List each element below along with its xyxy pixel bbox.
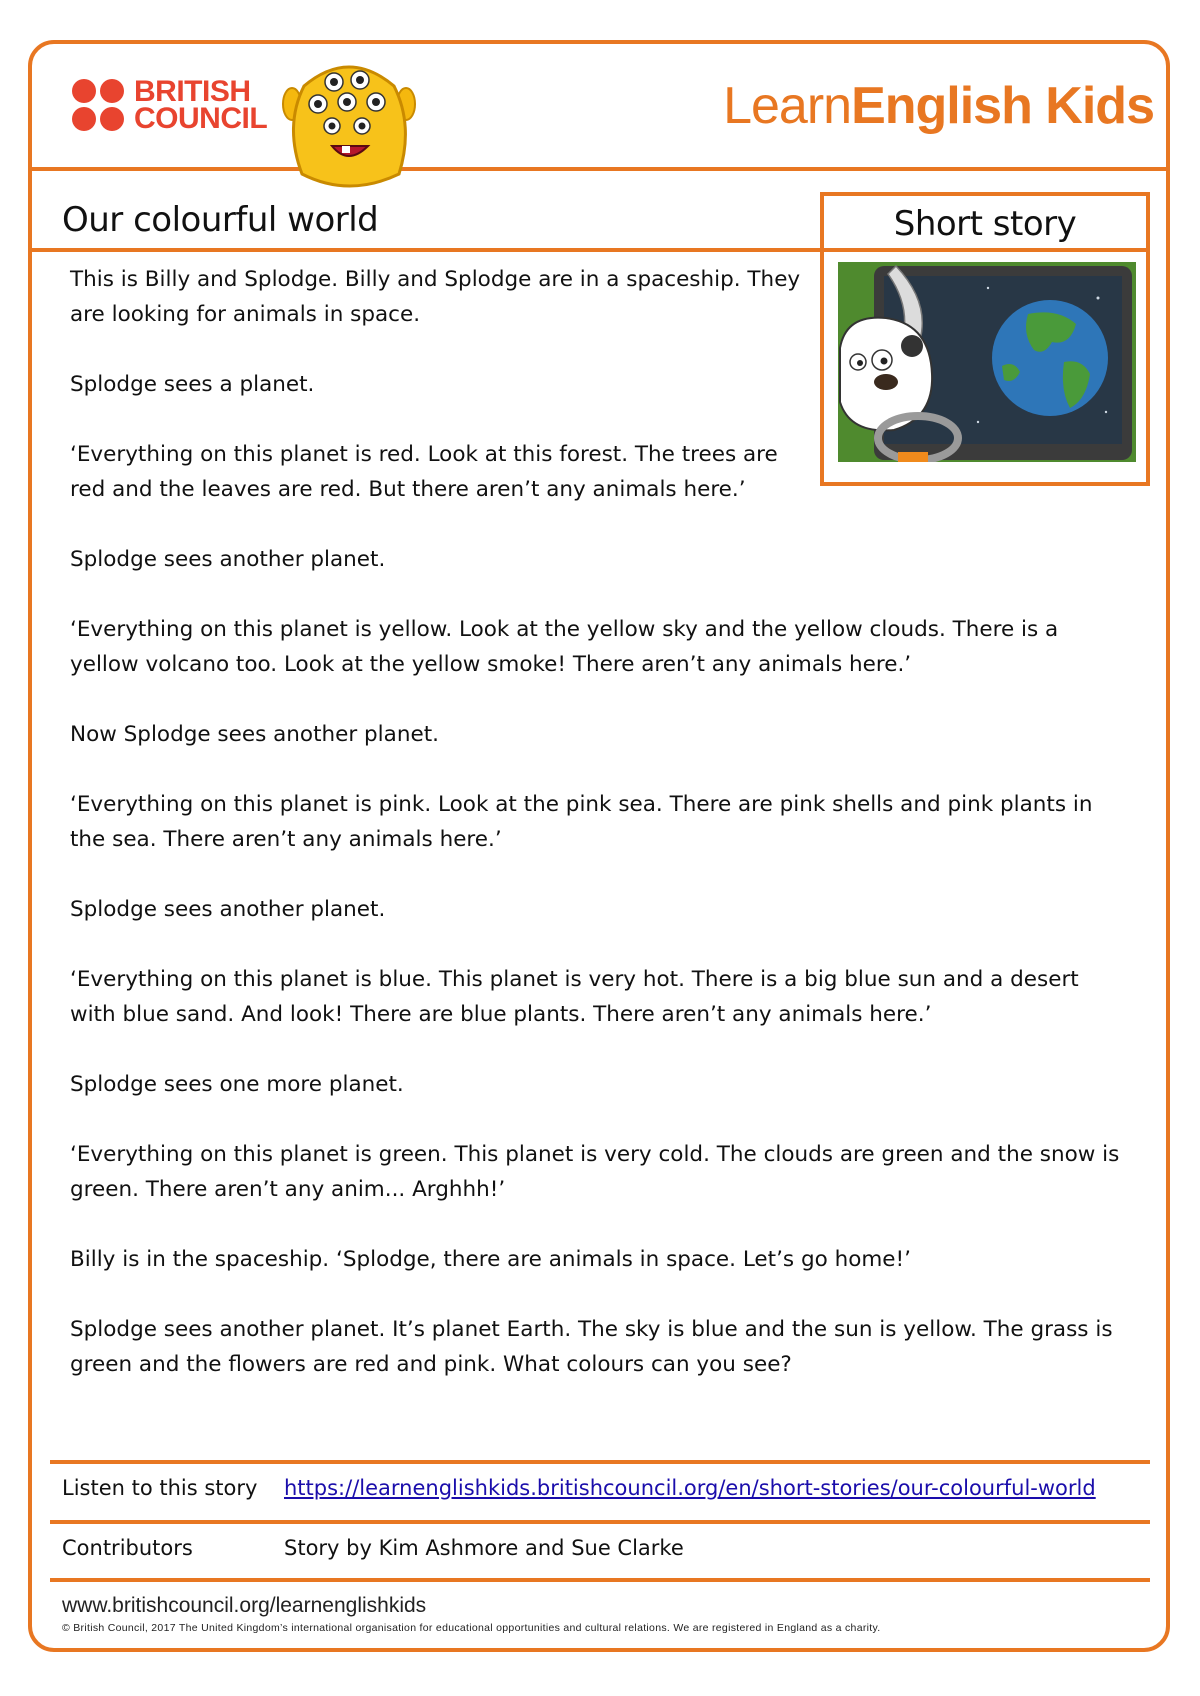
- category-label: Short story: [893, 204, 1077, 244]
- story-link[interactable]: https://learnenglishkids.britishcouncil.org/en/short-stories/our-colourful-world: [284, 1476, 1096, 1500]
- contributors-label: Contributors: [62, 1536, 193, 1560]
- story-paragraph: Splodge sees another planet.: [70, 897, 386, 922]
- footer-copyright: © British Council, 2017 The United Kingdom’s international organisation for educational opportunities and cultural relations. We are registered in England as a charity.: [62, 1622, 881, 1634]
- bc-logo-line1: BRITISH: [134, 75, 251, 108]
- page-title: Our colourful world: [62, 200, 379, 240]
- story-paragraph: Splodge sees a planet.: [70, 372, 315, 397]
- story-paragraph: Splodge sees another planet.: [70, 547, 386, 572]
- footer-divider-top: [50, 1460, 1150, 1464]
- story-paragraph: ‘Everything on this planet is red. Look at this forest. The trees are red and the leaves are red. But there aren’t any animals here.’: [70, 442, 778, 502]
- story-paragraph: ‘Everything on this planet is blue. This planet is very hot. There is a big blue sun and a desert with blue sand. And look! There are blue plants. There aren’t any animals here.’: [70, 967, 1079, 1027]
- british-council-logo: [72, 75, 268, 135]
- story-paragraph: ‘Everything on this planet is pink. Look at the pink sea. There are pink shells and pink plants in the sea. There aren’t any animals here.’: [70, 792, 1093, 852]
- contributors-value: Story by Kim Ashmore and Sue Clarke: [284, 1536, 684, 1560]
- lek-logo-english: English: [851, 77, 1032, 135]
- footer-divider-bottom: [50, 1578, 1150, 1582]
- british-council-dots-icon: [72, 79, 124, 131]
- british-council-wordmark: [134, 75, 268, 135]
- monster-mascot-icon: [274, 56, 424, 196]
- story-paragraph: This is Billy and Splodge. Billy and Splodge are in a spaceship. They are looking for animals in space.: [70, 267, 801, 327]
- footer-website: www.britishcouncil.org/learnenglishkids: [62, 1594, 427, 1617]
- title-underline: [28, 248, 826, 252]
- story-paragraph: Now Splodge sees another planet.: [70, 722, 439, 747]
- story-paragraph: Splodge sees one more planet.: [70, 1072, 404, 1097]
- header-divider: [28, 167, 1170, 171]
- lek-logo-kids: Kids: [1031, 77, 1154, 135]
- category-divider: [824, 248, 1146, 252]
- bc-logo-line2: COUNCIL: [134, 102, 268, 135]
- story-body: [70, 262, 1130, 1417]
- story-paragraph: Billy is in the spaceship. ‘Splodge, there are animals in space. Let’s go home!’: [70, 1247, 911, 1272]
- learnenglish-kids-logo: [723, 76, 1154, 136]
- lek-logo-learn: Learn: [723, 77, 852, 135]
- story-paragraph: ‘Everything on this planet is yellow. Look at the yellow sky and the yellow clouds. There is a yellow volcano too. Look at the yellow smoke! There aren’t any animals here.’: [70, 617, 1059, 677]
- story-paragraph: Splodge sees another planet. It’s planet Earth. The sky is blue and the sun is yellow. The grass is green and the flowers are red and pink. What colours can you see?: [70, 1317, 1113, 1377]
- listen-label: Listen to this story: [62, 1476, 258, 1500]
- story-paragraph: ‘Everything on this planet is green. This planet is very cold. The clouds are green and the snow is green. There aren’t any anim... Arghhh!’: [70, 1142, 1120, 1202]
- footer-divider-middle: [50, 1520, 1150, 1524]
